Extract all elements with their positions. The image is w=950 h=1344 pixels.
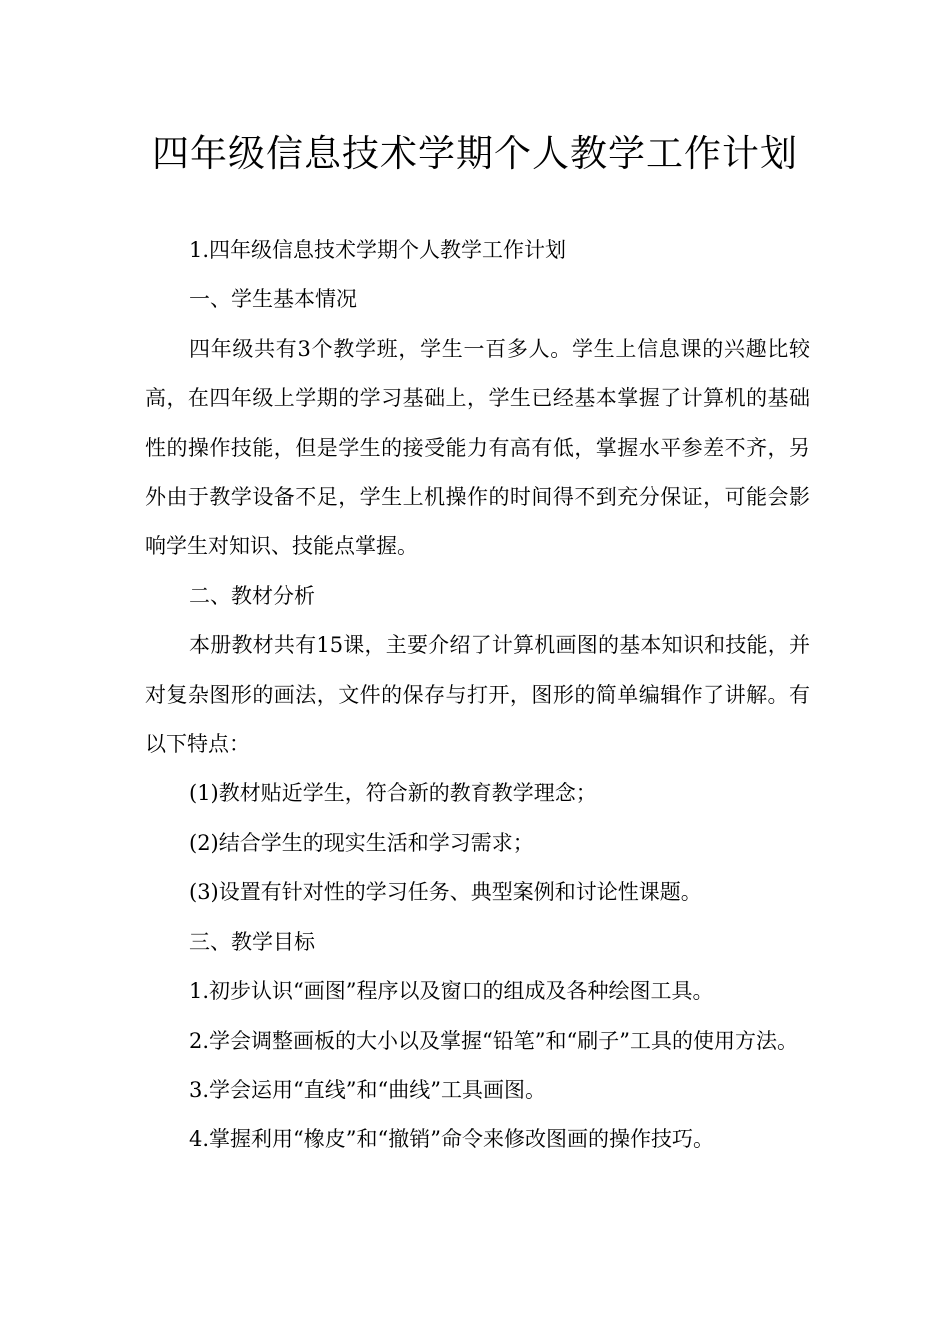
section-heading-goals: 三、教学目标 (189, 929, 315, 954)
list-item-goal-4: 4.掌握利用“橡皮”和“撤销”命令来修改图画的操作技巧。 (189, 1127, 714, 1152)
list-item-goal-3: 3.学会运用“直线”和“曲线”工具画图。 (189, 1077, 546, 1102)
paragraph-heading-plan: 1.四年级信息技术学期个人教学工作计划 (189, 238, 567, 262)
list-item-goal-1: 1.初步认识“画图”程序以及窗口的组成及各种绘图工具。 (189, 979, 714, 1004)
paragraph-textbook: 本册教材共有15课，主要介绍了计算机画图的基本知识和技能，并对复杂图形的画法，文件的保存与打开，图形的简单编辑作了讲解。有以下特点： (145, 633, 810, 757)
section-heading-students: 一、学生基本情况 (189, 287, 357, 312)
paragraph-students: 四年级共有3个教学班，学生一百多人。学生上信息课的兴趣比较高，在四年级上学期的学习基础上，学生已经基本掌握了计算机的基础性的操作技能，但是学生的接受能力有高有低，掌握水平参差不齐，另外由于教学设备不足，学生上机操作的时间得不到充分保证，可能会影响学生对知识、技能点掌握。 (145, 336, 810, 559)
document-title: 四年级信息技术学期个人教学工作计划 (152, 132, 798, 175)
list-item-feature-2: (2)结合学生的现实生活和学习需求； (189, 830, 534, 855)
document-body (145, 226, 810, 1165)
list-item-feature-1: (1)教材贴近学生，符合新的教育教学理念； (189, 781, 597, 806)
section-heading-textbook: 二、教材分析 (189, 583, 315, 608)
list-item-goal-2: 2.学会调整画板的大小以及掌握“铅笔”和“刷子”工具的使用方法。 (189, 1028, 798, 1053)
list-item-feature-3: (3)设置有针对性的学习任务、典型案例和讨论性课题。 (189, 880, 702, 905)
